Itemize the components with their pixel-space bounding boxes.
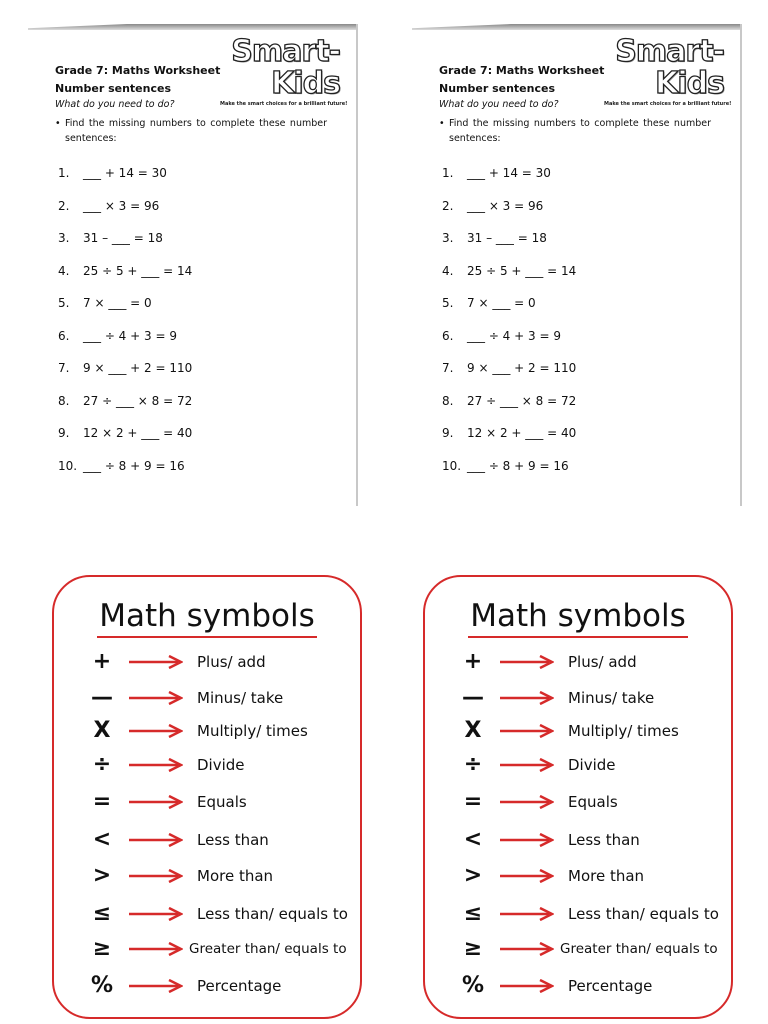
worksheet-question: What do you need to do?: [439, 99, 559, 110]
bullet: •: [439, 118, 445, 129]
right-arrow-icon: [128, 758, 183, 772]
math-symbol: =: [92, 789, 112, 814]
worksheet-question: What do you need to do?: [55, 99, 175, 110]
math-symbol: =: [463, 789, 483, 814]
right-arrow-icon: [499, 691, 554, 705]
math-symbol: +: [92, 649, 112, 674]
right-arrow-icon: [499, 907, 554, 921]
symbol-row: [54, 683, 360, 713]
math-symbol: >: [463, 863, 483, 888]
brand-logo: [220, 34, 348, 107]
problem-number: 10.: [442, 458, 462, 473]
symbol-label: Plus/ add: [568, 653, 637, 671]
right-arrow-icon: [499, 869, 554, 883]
problem-list: [58, 165, 192, 490]
symbol-label: Percentage: [197, 977, 282, 995]
problem-item: [442, 393, 576, 426]
math-symbols-card-left: [52, 575, 362, 1019]
worksheet-left: [28, 24, 358, 506]
symbol-row: [425, 750, 731, 780]
problem-item: [442, 425, 576, 458]
symbol-row: [54, 899, 360, 929]
worksheet-instruction: [55, 116, 327, 146]
problem-item: [58, 393, 192, 426]
problem-item: [442, 230, 576, 263]
problem-item: [442, 263, 576, 296]
problem-text: ___ ÷ 8 + 9 = 16: [83, 458, 185, 473]
problem-number: 7.: [442, 361, 454, 375]
worksheet-subtitle: Number sentences: [439, 82, 556, 95]
problem-item: [58, 230, 192, 263]
problem-text: 25 ÷ 5 + ___ = 14: [467, 263, 577, 278]
symbol-row: [54, 971, 360, 1001]
problem-number: 2.: [58, 198, 70, 213]
symbol-row: [425, 716, 731, 746]
problem-number: 1.: [442, 166, 454, 180]
problem-text: 12 × 2 + ___ = 40: [467, 426, 577, 440]
problem-item: [442, 295, 576, 328]
symbol-row: [54, 647, 360, 677]
math-symbol: +: [463, 649, 483, 674]
worksheet-title: Grade 7: Maths Worksheet: [439, 64, 605, 77]
math-symbol: ÷: [463, 752, 483, 777]
symbol-row: [425, 899, 731, 929]
math-symbol: %: [90, 973, 114, 998]
problem-text: 9 × ___ + 2 = 110: [83, 361, 193, 375]
math-symbol: >: [92, 863, 112, 888]
symbol-row: [425, 934, 731, 964]
problem-number: 9.: [442, 426, 454, 440]
problem-item: [58, 328, 192, 361]
card-title: [425, 597, 731, 635]
right-arrow-icon: [499, 758, 554, 772]
right-arrow-icon: [128, 869, 183, 883]
symbol-label: Greater than/ equals to: [560, 941, 718, 957]
problem-item: [58, 263, 192, 296]
symbol-row: [425, 825, 731, 855]
math-symbol: —: [91, 685, 113, 710]
card-title-text: Math symbols: [468, 598, 688, 638]
symbol-label: Plus/ add: [197, 653, 266, 671]
symbol-row: [54, 934, 360, 964]
problem-text: 9 × ___ + 2 = 110: [467, 361, 577, 375]
worksheet-top-rule: [412, 24, 742, 30]
brand-logo: [604, 34, 732, 107]
symbol-label: Equals: [568, 793, 618, 811]
math-symbol: X: [93, 718, 111, 743]
symbol-label: Less than: [197, 831, 269, 849]
problem-number: 4.: [58, 263, 70, 278]
symbol-row: [425, 787, 731, 817]
math-symbol: <: [463, 827, 483, 852]
symbol-row: [54, 861, 360, 891]
symbol-label: More than: [568, 867, 645, 885]
math-symbol: ÷: [92, 752, 112, 777]
problem-number: 3.: [442, 231, 454, 245]
math-symbol: ≤: [92, 901, 112, 926]
right-arrow-icon: [128, 691, 183, 705]
problem-list: [442, 165, 576, 490]
instruction-line-2: sentences:: [449, 133, 501, 144]
instruction-line-1: Find the missing numbers to complete these number: [65, 118, 327, 129]
problem-number: 7.: [58, 361, 70, 375]
symbol-label: Multiply/ times: [568, 722, 679, 740]
symbol-label: More than: [197, 867, 274, 885]
worksheet-subtitle: Number sentences: [55, 82, 172, 95]
instruction-line-1: Find the missing numbers to complete these number: [449, 118, 711, 129]
right-arrow-icon: [499, 724, 554, 738]
card-title-text: Math symbols: [97, 598, 317, 638]
problem-text: ___ + 14 = 30: [83, 166, 167, 180]
math-symbol: ≥: [92, 936, 112, 961]
right-arrow-icon: [499, 979, 554, 993]
problem-text: 31 – ___ = 18: [83, 231, 163, 245]
problem-number: 3.: [58, 231, 70, 245]
symbol-label: Minus/ take: [197, 689, 284, 707]
symbol-row: [54, 716, 360, 746]
math-symbol: ≥: [463, 936, 483, 961]
problem-text: 31 – ___ = 18: [467, 231, 547, 245]
problem-item: [442, 198, 576, 231]
brand-name: Smart-Kids: [231, 34, 340, 101]
right-arrow-icon: [499, 795, 554, 809]
math-symbol: X: [464, 718, 482, 743]
problem-text: ___ ÷ 4 + 3 = 9: [467, 328, 561, 343]
problem-text: 27 ÷ ___ × 8 = 72: [467, 393, 577, 408]
right-arrow-icon: [128, 979, 183, 993]
card-title: [54, 597, 360, 635]
worksheet-title: Grade 7: Maths Worksheet: [55, 64, 221, 77]
symbol-row: [425, 971, 731, 1001]
right-arrow-icon: [499, 833, 554, 847]
symbol-row: [425, 861, 731, 891]
symbol-label: Less than: [568, 831, 640, 849]
symbol-row: [54, 825, 360, 855]
problem-number: 8.: [58, 393, 70, 408]
problem-text: 27 ÷ ___ × 8 = 72: [83, 393, 193, 408]
problem-item: [442, 458, 576, 491]
problem-item: [58, 295, 192, 328]
problem-text: 12 × 2 + ___ = 40: [83, 426, 193, 440]
brand-tagline: Make the smart choices for a brilliant future!: [604, 101, 732, 107]
math-symbol: ≤: [463, 901, 483, 926]
right-arrow-icon: [499, 655, 554, 669]
problem-text: ___ × 3 = 96: [83, 198, 160, 213]
problem-text: ___ ÷ 4 + 3 = 9: [83, 328, 177, 343]
right-arrow-icon: [128, 655, 183, 669]
problem-number: 1.: [58, 166, 70, 180]
symbol-label: Greater than/ equals to: [189, 941, 347, 957]
brand-name: Smart-Kids: [615, 34, 724, 101]
symbol-row: [425, 647, 731, 677]
problem-item: [442, 328, 576, 361]
problem-number: 4.: [442, 263, 454, 278]
problem-number: 6.: [442, 328, 454, 343]
symbol-label: Multiply/ times: [197, 722, 308, 740]
problem-number: 10.: [58, 458, 78, 473]
symbol-row: [425, 683, 731, 713]
worksheet-page-edge: [356, 24, 358, 506]
math-symbol: <: [92, 827, 112, 852]
instruction-line-2: sentences:: [65, 133, 117, 144]
worksheet-top-rule: [28, 24, 358, 30]
right-arrow-icon: [128, 907, 183, 921]
symbol-label: Less than/ equals to: [568, 905, 719, 923]
problem-number: 5.: [58, 296, 70, 310]
problem-text: ___ × 3 = 96: [467, 198, 544, 213]
right-arrow-icon: [128, 942, 183, 956]
right-arrow-icon: [128, 833, 183, 847]
math-symbol: —: [462, 685, 484, 710]
symbol-label: Less than/ equals to: [197, 905, 348, 923]
problem-item: [58, 165, 192, 198]
problem-number: 9.: [58, 426, 70, 440]
problem-number: 5.: [442, 296, 454, 310]
brand-tagline: Make the smart choices for a brilliant future!: [220, 101, 348, 107]
symbol-label: Equals: [197, 793, 247, 811]
problem-number: 2.: [442, 198, 454, 213]
right-arrow-icon: [499, 942, 554, 956]
symbol-label: Divide: [568, 756, 616, 774]
problem-item: [58, 198, 192, 231]
problem-text: ___ + 14 = 30: [467, 166, 551, 180]
worksheet-page-edge: [740, 24, 742, 506]
problem-text: 7 × ___ = 0: [83, 296, 152, 310]
worksheet-right: [412, 24, 742, 506]
problem-number: 8.: [442, 393, 454, 408]
problem-item: [442, 360, 576, 393]
symbol-row: [54, 750, 360, 780]
right-arrow-icon: [128, 724, 183, 738]
symbol-label: Divide: [197, 756, 245, 774]
math-symbol: %: [461, 973, 485, 998]
problem-item: [58, 458, 192, 491]
symbol-label: Percentage: [568, 977, 653, 995]
problem-item: [442, 165, 576, 198]
symbol-label: Minus/ take: [568, 689, 655, 707]
worksheet-instruction: [439, 116, 711, 146]
problem-text: ___ ÷ 8 + 9 = 16: [467, 458, 569, 473]
problem-number: 6.: [58, 328, 70, 343]
problem-text: 25 ÷ 5 + ___ = 14: [83, 263, 193, 278]
problem-item: [58, 360, 192, 393]
problem-item: [58, 425, 192, 458]
right-arrow-icon: [128, 795, 183, 809]
symbol-row: [54, 787, 360, 817]
bullet: •: [55, 118, 61, 129]
math-symbols-card-right: [423, 575, 733, 1019]
problem-text: 7 × ___ = 0: [467, 296, 536, 310]
